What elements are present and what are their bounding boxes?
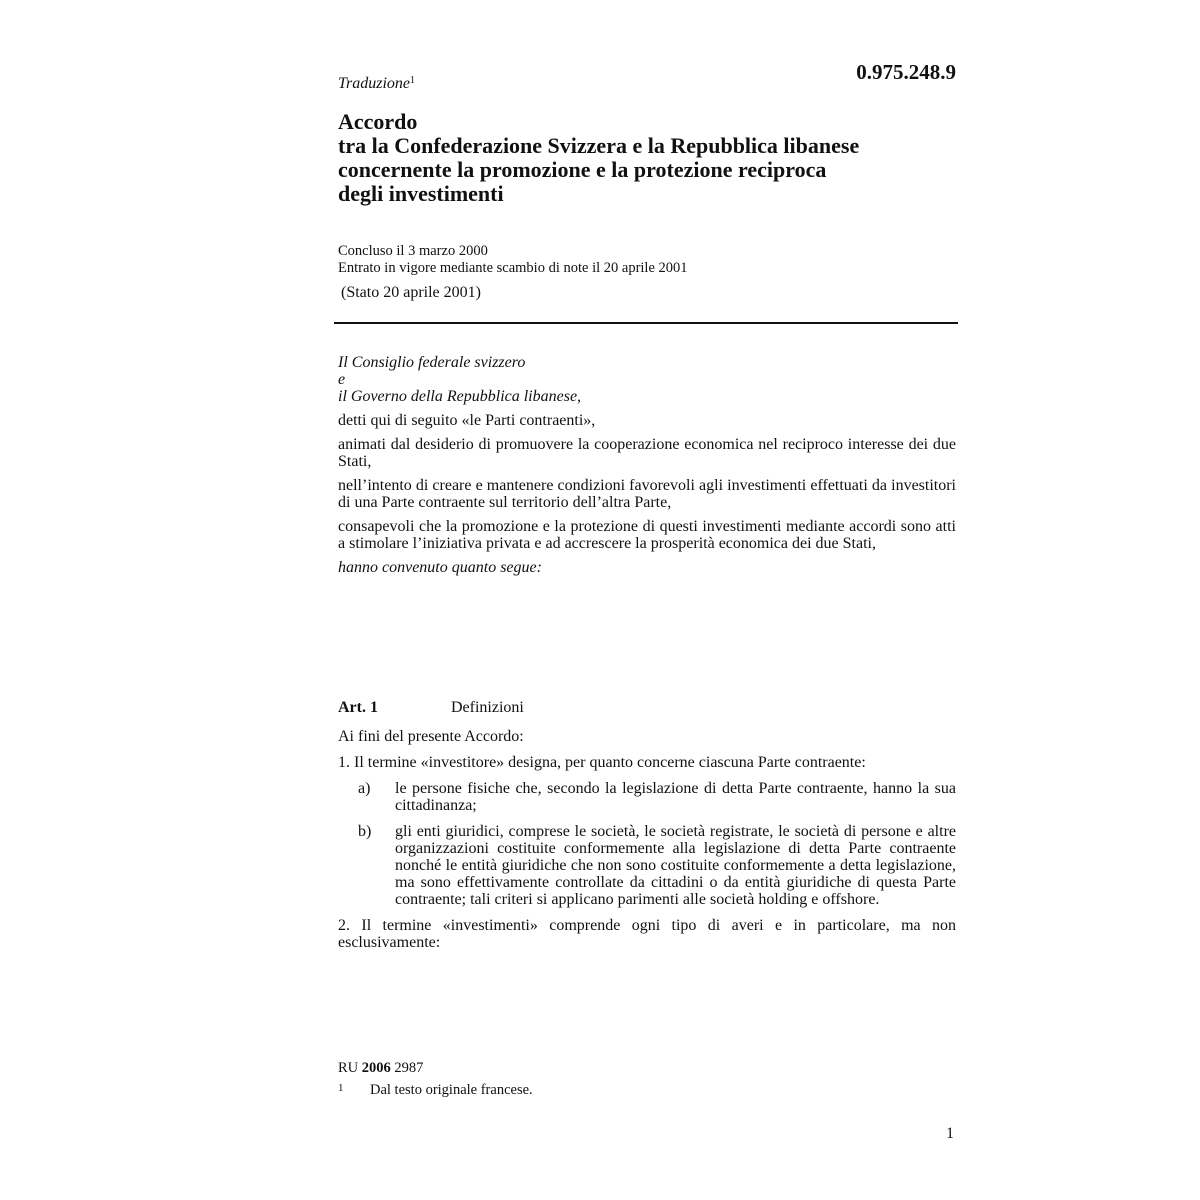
preamble-paragraph: detti qui di seguito «le Parti contraenti», — [338, 412, 596, 429]
list-item-a — [338, 780, 956, 814]
ru-year: 2006 — [361, 1060, 391, 1076]
translation-label — [338, 75, 415, 93]
preamble-paragraph: nell’intento di creare e mantenere condizioni favorevoli agli investimenti effettuati da investitori di una Parte contraente sul territorio dell’altra Parte, — [338, 477, 956, 511]
document-title — [338, 110, 958, 206]
preamble-closing: hanno convenuto quanto segue: — [338, 559, 542, 576]
list-item-text: gli enti giuridici, comprese le società, le società registrate, le società di persone e altre organizzazioni costituite conformemente alla legislazione di detta Parte contraente nonché le entità giuridiche che non sono costituite conformemente a detta legislazione, ma sono effettivamente controllate da cittadini o da entità giuridiche di questa Parte contraente; tali criteri si applicano parimenti alle società holding e offshore. — [395, 823, 956, 908]
sr-number: 0.975.248.9 — [856, 60, 956, 84]
footnote-number: 1 — [338, 1082, 344, 1094]
ru-prefix: RU — [338, 1060, 359, 1076]
official-compilation-ref — [338, 1060, 423, 1077]
list-item-label: a) — [358, 780, 371, 797]
title-line-1: Accordo — [338, 109, 418, 134]
preamble-conjunction: e — [338, 371, 346, 388]
preamble-paragraph: consapevoli che la promozione e la protezione di questi investimenti mediante accordi sono atti a stimolare l’iniziativa privata e ad accrescere la prosperità economica dei due Stati, — [338, 518, 956, 552]
page-number: 1 — [946, 1125, 954, 1142]
footnote — [338, 1082, 533, 1099]
article-paragraph-2: 2. Il termine «investimenti» comprende ogni tipo di averi e in particolare, ma non esclusivamente: — [338, 917, 956, 951]
header-divider — [334, 322, 958, 324]
preamble — [338, 354, 956, 576]
preamble-party-1: Il Consiglio federale svizzero — [338, 354, 526, 371]
article-intro: Ai fini del presente Accordo: — [338, 728, 524, 745]
title-line-4: degli investimenti — [338, 181, 504, 206]
article-heading — [338, 699, 956, 719]
list-item-text: le persone fisiche che, secondo la legislazione di detta Parte contraente, hanno la sua cittadinanza; — [395, 780, 956, 814]
concluded-date: Concluso il 3 marzo 2000 — [338, 243, 488, 259]
translation-text: Traduzione — [338, 75, 411, 92]
preamble-party-2: il Governo della Repubblica libanese, — [338, 388, 582, 405]
article-number: Art. 1 — [338, 699, 378, 716]
ru-page: 2987 — [394, 1060, 424, 1076]
footnote-ref[interactable]: 1 — [410, 75, 416, 86]
entry-into-force: Entrato in vigore mediante scambio di note il 20 aprile 2001 — [338, 260, 688, 276]
article-1 — [338, 699, 956, 951]
preamble-paragraph: animati dal desiderio di promuovere la cooperazione economica nel reciproco interesse dei due Stati, — [338, 436, 956, 470]
list-item-label: b) — [358, 823, 372, 840]
title-line-3: concernente la promozione e la protezione reciproca — [338, 157, 827, 182]
footnote-text: Dal testo originale francese. — [370, 1082, 533, 1098]
article-title: Definizioni — [451, 699, 524, 716]
agreement-dates — [338, 243, 688, 277]
list-item-b — [338, 823, 956, 908]
article-paragraph-1: 1. Il termine «investitore» designa, per quanto concerne ciascuna Parte contraente: — [338, 754, 866, 771]
title-line-2: tra la Confederazione Svizzera e la Repubblica libanese — [338, 133, 860, 158]
status-date: (Stato 20 aprile 2001) — [341, 284, 481, 301]
